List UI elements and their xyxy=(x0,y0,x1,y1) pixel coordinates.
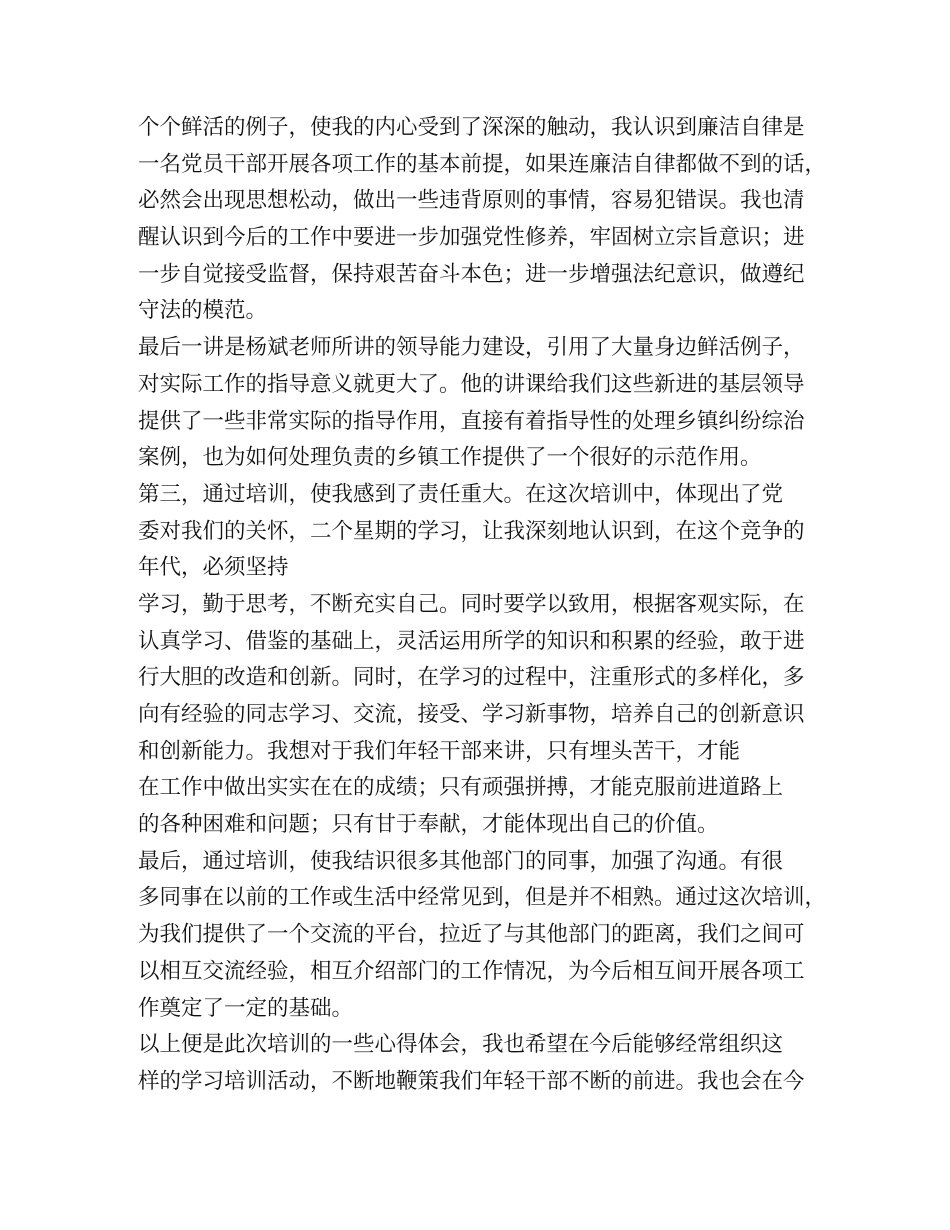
text-line: 多同事在以前的工作或生活中经常见到，但是并不相熟。通过这次培训， xyxy=(138,885,827,911)
text-line: 以上便是此次培训的一些心得体会，我也希望在今后能够经常组织这 xyxy=(138,1032,784,1058)
text-line: 第三，通过培训，使我感到了责任重大。在这次培训中，体现出了党 xyxy=(138,481,784,507)
text-line: 的各种困难和问题；只有甘于奉献，才能体现出自己的价值。 xyxy=(138,812,719,838)
text-line: 提供了一些非常实际的指导作用，直接有着指导性的处理乡镇纠纷综治 xyxy=(138,408,805,434)
text-line: 个个鲜活的例子，使我的内心受到了深深的触动，我认识到廉洁自律是 xyxy=(138,115,805,140)
text-line: 以相互交流经验，相互介绍部门的工作情况，为今后相互间开展各项工 xyxy=(138,958,805,984)
text-line: 对实际工作的指导意义就更大了。他的讲课给我们这些新进的基层领导 xyxy=(138,371,805,397)
body-text xyxy=(138,110,828,1101)
text-line: 最后，通过培训，使我结识很多其他部门的同事，加强了沟通。有很 xyxy=(138,848,784,874)
text-line: 一名党员干部开展各项工作的基本前提，如果连廉洁自律都做不到的话， xyxy=(138,151,827,177)
text-line: 守法的模范。 xyxy=(138,298,268,324)
text-line: 认真学习、借鉴的基础上，灵活运用所学的知识和积累的经验，敢于进 xyxy=(138,628,805,654)
text-line: 最后一讲是杨斌老师所讲的领导能力建设，引用了大量身边鲜活例子， xyxy=(138,335,805,361)
text-line: 必然会出现思想松动，做出一些违背原则的事情，容易犯错误。我也清 xyxy=(138,188,805,214)
text-line: 样的学习培训活动，不断地鞭策我们年轻干部不断的前进。我也会在今 xyxy=(138,1068,805,1094)
text-line: 和创新能力。我想对于我们年轻干部来讲，只有埋头苦干，才能 xyxy=(138,738,741,764)
text-line: 年代，必须坚持 xyxy=(138,555,289,581)
text-line: 在工作中做出实实在在的成绩；只有顽强拼搏，才能克服前进道路上 xyxy=(138,775,784,801)
text-line: 为我们提供了一个交流的平台，拉近了与其他部门的距离，我们之间可 xyxy=(138,922,805,948)
text-line: 案例，也为如何处理负责的乡镇工作提供了一个很好的示范作用。 xyxy=(138,445,762,471)
text-line: 醒认识到今后的工作中要进一步加强党性修养，牢固树立宗旨意识；进 xyxy=(138,225,805,251)
text-line: 作奠定了一定的基础。 xyxy=(138,995,354,1021)
text-line: 行大胆的改造和创新。同时，在学习的过程中，注重形式的多样化，多 xyxy=(138,665,805,691)
text-line: 向有经验的同志学习、交流，接受、学习新事物，培养自己的创新意识 xyxy=(138,702,805,727)
text-line: 委对我们的关怀，二个星期的学习，让我深刻地认识到，在这个竞争的 xyxy=(138,518,805,544)
text-line: 一步自觉接受监督，保持艰苦奋斗本色；进一步增强法纪意识，做遵纪 xyxy=(138,261,805,287)
text-line: 学习，勤于思考，不断充实自己。同时要学以致用，根据客观实际，在 xyxy=(138,591,805,617)
